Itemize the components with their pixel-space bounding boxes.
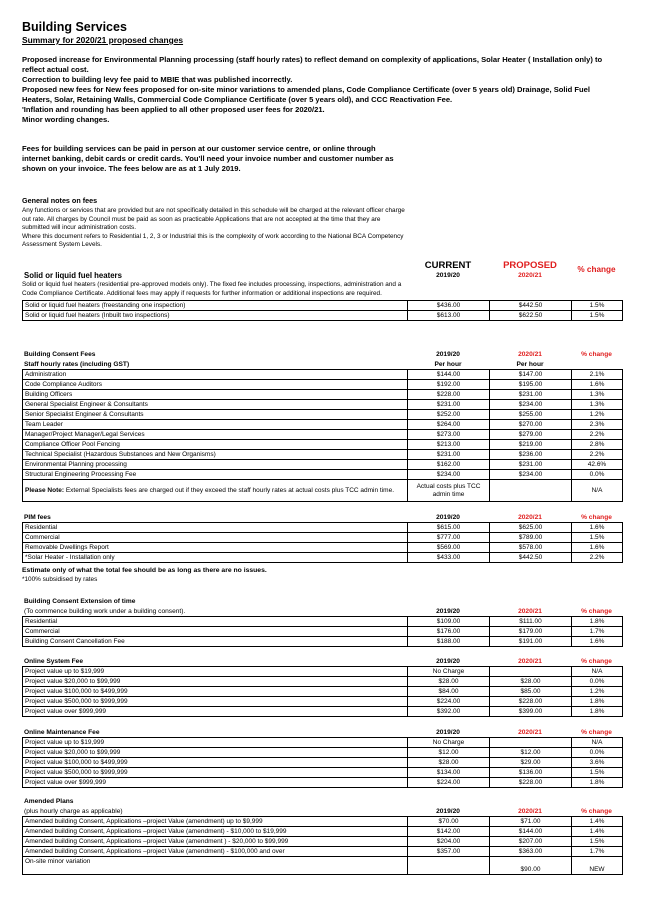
intro-para: Proposed new fees for New fees proposed for on-site minor variations to amended plans, Code Compliance Certificate (over 5 years old) Drainage, Solid Fuel Heaters, Solar, Retaining Walls, Commercial Code Compliance Certificate (over 5 years old), and CCC Reactivation Fee. bbox=[22, 85, 590, 104]
table-row: Project value $100,000 to $499,999 $28.00 $29.00 3.6% bbox=[23, 758, 623, 768]
year-proposed: 2020/21 bbox=[518, 271, 542, 279]
consent-fees-section: Building Consent Fees 2019/20 2020/21 % change Staff hourly rates (including GST) Per hour Per hour Administration $144.00 $147.00 2.1% Code Compliance Auditors $192.00 $195.00 1.6% Building Officers $228.00 $231.00 1.3% General Specialist Engineer & Consultants $231.00 $234.00 1.3% Senior Specialist Engineer & Consultants $252.00 $255.00 1.2% Team Leader $264.00 $270.00 2.3% Manager/Project Manager/Legal Services $273.00 $279.00 2.2% Compliance Officer Pool Fencing $213.00 $219.00 2.8% Technical Specialist (Hazardous Substances and New Organisms) $231.00 $236.00 2.2% Environmental Planning processing $162.00 $231.00 42.6% Structural Engineering Processing Fee $234.00 $234.00 0.0% Please Note: External Specialists fees are charged out if they exceed the staff hourly rates at actual costs plus TCC admin time. Actual costs plus TCC admin time N/A bbox=[22, 349, 622, 502]
current-heading: CURRENT bbox=[424, 259, 472, 271]
online-system-title: Online System Fee bbox=[24, 657, 83, 665]
online-system-section: Online System Fee 2019/20 2020/21 % change Project value up to $19,999 No Charge N/A Project value $20,000 to $99,999 $28.00 $28.00 0.0% Project value $100,000 to $499,999 $84.00 $85.00 1.2% Project value $500,000 to $999,999 $224.00 $228.00 1.8% Project value over $999,999 $392.00 $399.00 1.8% bbox=[22, 656, 622, 717]
extension-section: Building Consent Extension of time (To commence building work under a building consent). 2019/20 2020/21 % change Residential $109.00 $111.00 1.8% Commercial $176.00 $179.00 1.7% Building Consent Cancellation Fee $188.00 $191.00 1.6% bbox=[22, 596, 622, 647]
general-notes bbox=[22, 196, 407, 250]
pim-title: PIM fees bbox=[24, 513, 51, 521]
table-row: Project value up to $19,999 No Charge N/A bbox=[23, 738, 623, 748]
consent-subtitle: Staff hourly rates (including GST) bbox=[24, 360, 130, 368]
table-row: Residential $109.00 $111.00 1.8% bbox=[23, 617, 623, 627]
intro-para: 'Inflation and rounding has been applied to all other proposed user fees for 2020/21. bbox=[22, 105, 325, 114]
table-row: Compliance Officer Pool Fencing $213.00 $219.00 2.8% bbox=[23, 440, 623, 450]
pim-subsidised-note: *100% subsidised by rates bbox=[22, 576, 98, 583]
general-notes-text-2: Where this document refers to Residential 1, 2, 3 or Industrial this is the complexity of work according to the National BCA Competency Assessment System Levels. bbox=[22, 232, 404, 249]
table-row: Project value over $999,999 $392.00 $399.00 1.8% bbox=[23, 707, 623, 717]
year-current: 2019/20 bbox=[436, 271, 460, 279]
table-row: Amended building Consent, Applications –project Value (amendment) - $100,000 and over $357.00 $363.00 1.7% bbox=[23, 847, 623, 857]
document-page bbox=[22, 20, 622, 873]
table-row: Amended building Consent, Applications –project Value (amendment) up to $9,999 $70.00 $71.00 1.4% bbox=[23, 817, 623, 827]
table-row: Project value $100,000 to $499,999 $84.00 $85.00 1.2% bbox=[23, 687, 623, 697]
table-row: *Solar Heater - Installation only $433.00 $442.50 2.2% bbox=[23, 553, 623, 563]
amended-plans-section: Amended Plans (plus hourly charge as applicable) 2019/20 2020/21 % change Amended building Consent, Applications –project Value (amendment) up to $9,999 $70.00 $71.00 1.4% Amended building Consent, Applications –project Value (amendment) - $10,000 to $19,999 $142.00 $144.00 1.4% Amended building Consent, Applications –project Value (amendment ) - $20,000 to $99,999 $204.00 $207.00 1.5% Amended building Consent, Applications –project Value (amendment) - $100,000 and over $357.00 $363.00 1.7% On-site minor variation $90.00 NEW bbox=[22, 796, 622, 875]
table-row: Amended building Consent, Applications –project Value (amendment) - $10,000 to $19,999 $142.00 $144.00 1.4% bbox=[23, 827, 623, 837]
table-row: Solid or liquid fuel heaters (Inbuilt two inspections) $613.00 $622.50 1.5% bbox=[23, 311, 623, 321]
table-row: Residential $615.00 $625.00 1.6% bbox=[23, 523, 623, 533]
table-row: Solid or liquid fuel heaters (freestanding one inspection) $436.00 $442.50 1.5% bbox=[23, 301, 623, 311]
consent-title: Building Consent Fees bbox=[24, 350, 96, 358]
table-row: Project value $20,000 to $99,999 $12.00 $12.00 0.0% bbox=[23, 748, 623, 758]
intro-para: Minor wording changes. bbox=[22, 115, 110, 124]
solid-fuel-title: Solid or liquid fuel heaters bbox=[24, 270, 122, 280]
proposed-heading: PROPOSED bbox=[503, 259, 557, 271]
consent-note-row: Please Note: External Specialists fees are charged out if they exceed the staff hourly rates at actual costs plus TCC admin time. Actual costs plus TCC admin time N/A bbox=[23, 480, 623, 502]
table-row: Manager/Project Manager/Legal Services $273.00 $279.00 2.2% bbox=[23, 430, 623, 440]
change-heading: % change bbox=[577, 264, 616, 274]
pim-section: PIM fees 2019/20 2020/21 % change Residential $615.00 $625.00 1.6% Commercial $777.00 $789.00 1.5% Removable Dwellings Report $569.00 $578.00 1.6% *Solar Heater - Installation only $433.00 $442.50 2.2% Estimate only of what the total fee should be as long as there are no issues. *100% subsidised by rates bbox=[22, 512, 622, 583]
table-row: Project value $20,000 to $99,999 $28.00 $28.00 0.0% bbox=[23, 677, 623, 687]
solid-fuel-section bbox=[22, 260, 622, 321]
online-maint-title: Online Maintenance Fee bbox=[24, 728, 100, 736]
amended-subtitle: (plus hourly charge as applicable) bbox=[24, 807, 123, 815]
table-row: Project value up to $19,999 No Charge N/A bbox=[23, 667, 623, 677]
intro-para: Correction to building levy fee paid to MBIE that was published incorrectly. bbox=[22, 75, 293, 84]
general-notes-text: Any functions or services that are provided but are not specifically detailed in this schedule will be charged at the relevant officer charge out rate. All charges by Council must be paid as soon as practicable Applications that are not accepted at the time that they are submitted will incur administration costs. bbox=[22, 207, 405, 232]
intro-para: Proposed increase for Environmental Planning processing (staff hourly rates) to reflect demand on complexity of applications, Solar Heater ( Installation only) to reflect actual cost. bbox=[22, 55, 603, 74]
table-row: Project value $500,000 to $999,999 $134.00 $136.00 1.5% bbox=[23, 768, 623, 778]
page-subtitle: Summary for 2020/21 proposed changes bbox=[22, 35, 184, 45]
table-row: Removable Dwellings Report $569.00 $578.00 1.6% bbox=[23, 543, 623, 553]
page-title: Building Services bbox=[22, 20, 127, 34]
table-row: Commercial $777.00 $789.00 1.5% bbox=[23, 533, 623, 543]
table-row: Technical Specialist (Hazardous Substances and New Organisms) $231.00 $236.00 2.2% bbox=[23, 450, 623, 460]
online-maintenance-section: Online Maintenance Fee 2019/20 2020/21 % change Project value up to $19,999 No Charge N/A Project value $20,000 to $99,999 $12.00 $12.00 0.0% Project value $100,000 to $499,999 $28.00 $29.00 3.6% Project value $500,000 to $999,999 $134.00 $136.00 1.5% Project value over $999,999 $224.00 $228.00 1.8% bbox=[22, 727, 622, 788]
table-row: Team Leader $264.00 $270.00 2.3% bbox=[23, 420, 623, 430]
table-row: Environmental Planning processing $162.00 $231.00 42.6% bbox=[23, 460, 623, 470]
table-row: Structural Engineering Processing Fee $234.00 $234.00 0.0% bbox=[23, 470, 623, 480]
pim-estimate-note: Estimate only of what the total fee should be as long as there are no issues. bbox=[22, 567, 267, 574]
table-row: Amended building Consent, Applications –project Value (amendment ) - $20,000 to $99,999 $204.00 $207.00 1.5% bbox=[23, 837, 623, 847]
general-notes-title: General notes on fees bbox=[22, 196, 98, 205]
table-row: On-site minor variation $90.00 NEW bbox=[23, 857, 623, 875]
table-row: Administration $144.00 $147.00 2.1% bbox=[23, 370, 623, 380]
extension-title: Building Consent Extension of time bbox=[24, 597, 136, 605]
amended-title: Amended Plans bbox=[24, 797, 74, 805]
table-row: Building Officers $228.00 $231.00 1.3% bbox=[23, 390, 623, 400]
solid-fuel-desc: Solid or liquid fuel heaters (residential pre-approved models only). The fixed fee includes processing, inspections, administration and a Code Compliance Certificate. Additional fees may apply if requests for further information or additional inspections are required. bbox=[22, 281, 402, 297]
table-row: Project value over $999,999 $224.00 $228.00 1.8% bbox=[23, 778, 623, 788]
table-row: Building Consent Cancellation Fee $188.00 $191.00 1.6% bbox=[23, 637, 623, 647]
payment-info: Fees for building services can be paid in person at our customer service centre, or online through internet banking, debit cards or credit cards. You'll need your invoice number and customer number as shown on your invoice. The fees below are as at 1 July 2019. bbox=[22, 144, 394, 173]
table-row: Code Compliance Auditors $192.00 $195.00 1.6% bbox=[23, 380, 623, 390]
table-row: Project value $500,000 to $999,999 $224.00 $228.00 1.8% bbox=[23, 697, 623, 707]
extension-subtitle: (To commence building work under a building consent). bbox=[24, 607, 186, 615]
table-row: Senior Specialist Engineer & Consultants $252.00 $255.00 1.2% bbox=[23, 410, 623, 420]
table-row: Commercial $176.00 $179.00 1.7% bbox=[23, 627, 623, 637]
intro-block bbox=[22, 55, 622, 125]
table-row: General Specialist Engineer & Consultants $231.00 $234.00 1.3% bbox=[23, 400, 623, 410]
